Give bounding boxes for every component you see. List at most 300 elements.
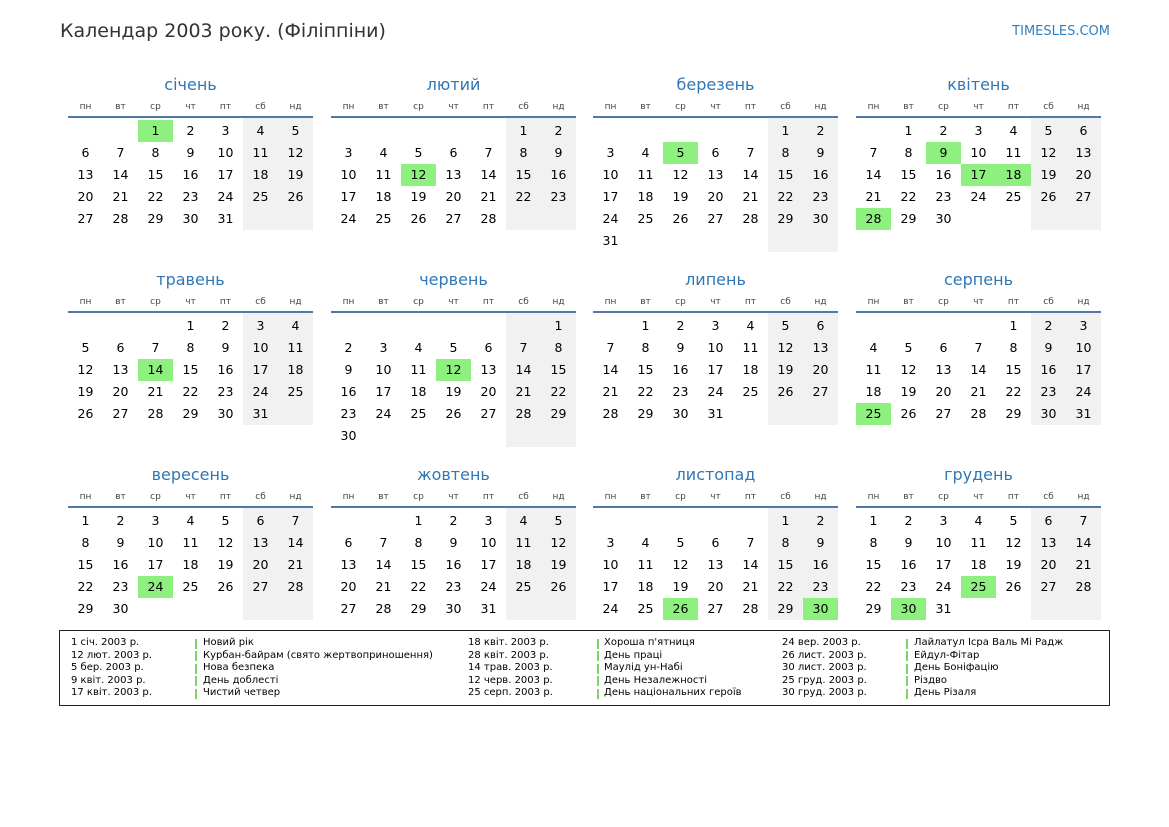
day-cell: 10 bbox=[602, 557, 619, 572]
day-cell: 17 bbox=[480, 557, 497, 572]
day-cell: 23 bbox=[672, 384, 689, 399]
month-name: квітень bbox=[947, 75, 1010, 94]
day-cell: 27 bbox=[812, 384, 829, 399]
day-cell: 27 bbox=[1075, 189, 1092, 204]
day-cell: 13 bbox=[812, 340, 829, 355]
day-cell: 14 bbox=[515, 362, 532, 377]
day-cell: 29 bbox=[777, 211, 794, 226]
day-cell: 9 bbox=[186, 145, 195, 160]
weekday-label: чт bbox=[448, 102, 459, 112]
day-cell: 12 bbox=[1040, 145, 1057, 160]
day-cell: 27 bbox=[935, 406, 952, 421]
month-rule bbox=[331, 311, 576, 313]
day-cell: 11 bbox=[637, 557, 654, 572]
month-rule bbox=[856, 506, 1101, 508]
weekday-label: ср bbox=[150, 492, 161, 502]
day-cell: 4 bbox=[186, 513, 195, 528]
legend-holiday-name: Чистий четвер bbox=[203, 687, 281, 698]
day-cell: 6 bbox=[1044, 513, 1053, 528]
day-cell: 15 bbox=[777, 557, 794, 572]
day-cell: 3 bbox=[606, 145, 615, 160]
day-cell: 26 bbox=[1040, 189, 1057, 204]
day-cell: 4 bbox=[641, 535, 650, 550]
day-cell: 19 bbox=[445, 384, 462, 399]
day-cell: 20 bbox=[480, 384, 497, 399]
day-cell: 30 bbox=[217, 406, 234, 421]
day-cell: 20 bbox=[812, 362, 829, 377]
day-cell: 22 bbox=[900, 189, 917, 204]
day-cell: 3 bbox=[1079, 318, 1088, 333]
day-cell: 31 bbox=[602, 233, 619, 248]
day-cell: 29 bbox=[637, 406, 654, 421]
month-rule bbox=[68, 116, 313, 118]
holiday-day: 30 bbox=[891, 598, 926, 620]
weekday-label: вт bbox=[640, 492, 651, 502]
weekday-label: пн bbox=[79, 492, 92, 502]
weekday-label: чт bbox=[973, 102, 984, 112]
day-cell: 3 bbox=[484, 513, 493, 528]
day-cell: 25 bbox=[637, 211, 654, 226]
day-cell: 7 bbox=[151, 340, 160, 355]
month-name: листопад bbox=[675, 465, 756, 484]
day-cell: 15 bbox=[515, 167, 532, 182]
day-cell: 27 bbox=[480, 406, 497, 421]
weekday-label: пт bbox=[482, 102, 495, 112]
weekday-label: чт bbox=[710, 102, 721, 112]
day-cell: 9 bbox=[1044, 340, 1053, 355]
day-cell: 28 bbox=[1075, 579, 1092, 594]
day-cell: 23 bbox=[935, 189, 952, 204]
day-cell: 20 bbox=[1075, 167, 1092, 182]
weekday-label: сб bbox=[255, 492, 266, 502]
day-cell: 19 bbox=[900, 384, 917, 399]
legend-holiday-name: Лайлатул Ісра Валь Мі Радж bbox=[914, 637, 1064, 648]
day-cell: 10 bbox=[147, 535, 164, 550]
legend-holiday-name: День національних героїв bbox=[604, 687, 742, 698]
day-cell: 12 bbox=[672, 557, 689, 572]
weekday-label: вт bbox=[115, 492, 126, 502]
month-1 bbox=[68, 75, 313, 260]
weekday-label: вт bbox=[640, 102, 651, 112]
day-cell: 23 bbox=[445, 579, 462, 594]
day-cell: 18 bbox=[287, 362, 304, 377]
day-cell: 5 bbox=[81, 340, 90, 355]
legend-marker bbox=[195, 639, 197, 649]
day-cell: 11 bbox=[182, 535, 199, 550]
legend-date: 24 вер. 2003 р. bbox=[782, 637, 861, 648]
day-cell: 17 bbox=[1075, 362, 1092, 377]
day-cell: 16 bbox=[812, 557, 829, 572]
day-cell: 30 bbox=[1040, 406, 1057, 421]
day-cell: 24 bbox=[375, 406, 392, 421]
day-cell: 28 bbox=[375, 601, 392, 616]
weekday-label: пт bbox=[219, 492, 232, 502]
day-cell: 19 bbox=[287, 167, 304, 182]
weekday-label: сб bbox=[518, 492, 529, 502]
day-cell: 2 bbox=[554, 123, 563, 138]
day-cell: 10 bbox=[970, 145, 987, 160]
legend-date: 1 січ. 2003 р. bbox=[71, 637, 140, 648]
day-cell: 7 bbox=[606, 340, 615, 355]
day-cell: 6 bbox=[816, 318, 825, 333]
legend-date: 26 лист. 2003 р. bbox=[782, 649, 867, 661]
weekday-label: пт bbox=[744, 297, 757, 307]
day-cell: 11 bbox=[970, 535, 987, 550]
day-cell: 3 bbox=[939, 513, 948, 528]
day-cell: 10 bbox=[480, 535, 497, 550]
day-cell: 10 bbox=[375, 362, 392, 377]
day-cell: 2 bbox=[221, 318, 230, 333]
weekday-label: сб bbox=[1043, 297, 1054, 307]
day-cell: 11 bbox=[637, 167, 654, 182]
weekday-label: пн bbox=[867, 102, 880, 112]
day-cell: 13 bbox=[1075, 145, 1092, 160]
day-cell: 3 bbox=[711, 318, 720, 333]
weekday-label: ср bbox=[938, 102, 949, 112]
day-cell: 19 bbox=[77, 384, 94, 399]
day-cell: 10 bbox=[340, 167, 357, 182]
day-cell: 8 bbox=[554, 340, 563, 355]
day-cell: 8 bbox=[781, 145, 790, 160]
day-cell: 25 bbox=[410, 406, 427, 421]
weekday-label: нд bbox=[1077, 297, 1090, 307]
day-cell: 13 bbox=[480, 362, 497, 377]
legend-date: 25 груд. 2003 р. bbox=[782, 674, 867, 686]
legend-date: 12 черв. 2003 р. bbox=[468, 674, 553, 686]
day-cell: 6 bbox=[449, 145, 458, 160]
legend-holiday-name: Нова безпека bbox=[203, 662, 275, 673]
day-cell: 4 bbox=[519, 513, 528, 528]
day-cell: 6 bbox=[81, 145, 90, 160]
day-cell: 21 bbox=[742, 579, 759, 594]
month-name: травень bbox=[156, 270, 225, 289]
day-cell: 13 bbox=[935, 362, 952, 377]
month-rule bbox=[593, 311, 838, 313]
day-cell: 10 bbox=[252, 340, 269, 355]
weekday-label: вт bbox=[378, 297, 389, 307]
day-cell: 16 bbox=[672, 362, 689, 377]
weekday-label: чт bbox=[710, 492, 721, 502]
day-cell: 8 bbox=[641, 340, 650, 355]
day-cell: 21 bbox=[480, 189, 497, 204]
day-cell: 23 bbox=[1040, 384, 1057, 399]
day-cell: 27 bbox=[1040, 579, 1057, 594]
day-cell: 24 bbox=[935, 579, 952, 594]
day-cell: 9 bbox=[816, 535, 825, 550]
day-cell: 10 bbox=[602, 167, 619, 182]
day-cell: 22 bbox=[777, 189, 794, 204]
day-cell: 12 bbox=[900, 362, 917, 377]
legend-holiday-name: Хороша п'ятниця bbox=[604, 637, 695, 648]
day-cell: 26 bbox=[900, 406, 917, 421]
legend-date: 18 квіт. 2003 р. bbox=[468, 637, 549, 648]
day-cell: 31 bbox=[252, 406, 269, 421]
weekday-label: чт bbox=[185, 102, 196, 112]
day-cell: 31 bbox=[707, 406, 724, 421]
month-rule bbox=[593, 506, 838, 508]
holiday-day: 25 bbox=[856, 403, 891, 425]
day-cell: 9 bbox=[676, 340, 685, 355]
day-cell: 24 bbox=[480, 579, 497, 594]
day-cell: 7 bbox=[869, 145, 878, 160]
day-cell: 15 bbox=[777, 167, 794, 182]
day-cell: 1 bbox=[414, 513, 423, 528]
day-cell: 20 bbox=[707, 189, 724, 204]
day-cell: 16 bbox=[900, 557, 917, 572]
weekday-label: ср bbox=[675, 297, 686, 307]
day-cell: 15 bbox=[77, 557, 94, 572]
day-cell: 24 bbox=[970, 189, 987, 204]
legend-marker bbox=[906, 676, 908, 686]
day-cell: 5 bbox=[291, 123, 300, 138]
day-cell: 13 bbox=[707, 557, 724, 572]
day-cell: 1 bbox=[554, 318, 563, 333]
day-cell: 7 bbox=[116, 145, 125, 160]
day-cell: 27 bbox=[445, 211, 462, 226]
weekday-label: пн bbox=[867, 492, 880, 502]
day-cell: 8 bbox=[81, 535, 90, 550]
legend-date: 14 трав. 2003 р. bbox=[468, 662, 553, 673]
day-cell: 17 bbox=[602, 579, 619, 594]
day-cell: 13 bbox=[252, 535, 269, 550]
day-cell: 30 bbox=[445, 601, 462, 616]
day-cell: 2 bbox=[186, 123, 195, 138]
legend-marker bbox=[597, 676, 599, 686]
legend-date: 9 квіт. 2003 р. bbox=[71, 674, 146, 686]
day-cell: 27 bbox=[252, 579, 269, 594]
day-cell: 14 bbox=[480, 167, 497, 182]
day-cell: 18 bbox=[375, 189, 392, 204]
day-cell: 17 bbox=[340, 189, 357, 204]
day-cell: 12 bbox=[777, 340, 794, 355]
day-cell: 2 bbox=[449, 513, 458, 528]
weekday-label: нд bbox=[552, 492, 565, 502]
day-cell: 6 bbox=[484, 340, 493, 355]
holiday-day: 26 bbox=[663, 598, 698, 620]
legend-date: 28 квіт. 2003 р. bbox=[468, 649, 549, 661]
day-cell: 22 bbox=[77, 579, 94, 594]
day-cell: 1 bbox=[641, 318, 650, 333]
page-title: Календар 2003 року. (Філіппіни) bbox=[60, 20, 386, 42]
day-cell: 16 bbox=[217, 362, 234, 377]
day-cell: 20 bbox=[935, 384, 952, 399]
holiday-day: 12 bbox=[401, 164, 436, 186]
day-cell: 10 bbox=[935, 535, 952, 550]
day-cell: 25 bbox=[515, 579, 532, 594]
day-cell: 9 bbox=[344, 362, 353, 377]
day-cell: 20 bbox=[445, 189, 462, 204]
day-cell: 6 bbox=[116, 340, 125, 355]
day-cell: 21 bbox=[147, 384, 164, 399]
day-cell: 7 bbox=[746, 535, 755, 550]
day-cell: 29 bbox=[550, 406, 567, 421]
day-cell: 17 bbox=[935, 557, 952, 572]
day-cell: 11 bbox=[252, 145, 269, 160]
day-cell: 17 bbox=[375, 384, 392, 399]
month-name: жовтень bbox=[417, 465, 490, 484]
weekday-label: пн bbox=[342, 102, 355, 112]
weekday-label: сб bbox=[780, 492, 791, 502]
day-cell: 22 bbox=[1005, 384, 1022, 399]
day-cell: 20 bbox=[707, 579, 724, 594]
day-cell: 18 bbox=[970, 557, 987, 572]
legend-marker bbox=[195, 651, 197, 661]
day-cell: 29 bbox=[777, 601, 794, 616]
day-cell: 4 bbox=[379, 145, 388, 160]
day-cell: 16 bbox=[340, 384, 357, 399]
day-cell: 7 bbox=[379, 535, 388, 550]
day-cell: 10 bbox=[1075, 340, 1092, 355]
legend-holiday-name: День праці bbox=[604, 649, 663, 661]
day-cell: 8 bbox=[869, 535, 878, 550]
day-cell: 16 bbox=[1040, 362, 1057, 377]
month-rule bbox=[68, 311, 313, 313]
day-cell: 19 bbox=[217, 557, 234, 572]
day-cell: 17 bbox=[602, 189, 619, 204]
day-cell: 21 bbox=[602, 384, 619, 399]
day-cell: 1 bbox=[186, 318, 195, 333]
weekday-label: чт bbox=[448, 492, 459, 502]
day-cell: 3 bbox=[974, 123, 983, 138]
day-cell: 25 bbox=[252, 189, 269, 204]
day-cell: 22 bbox=[182, 384, 199, 399]
weekday-label: ср bbox=[675, 102, 686, 112]
day-cell: 22 bbox=[777, 579, 794, 594]
weekday-label: ср bbox=[675, 492, 686, 502]
day-cell: 29 bbox=[147, 211, 164, 226]
day-cell: 14 bbox=[287, 535, 304, 550]
day-cell: 30 bbox=[935, 211, 952, 226]
weekday-label: пн bbox=[79, 297, 92, 307]
day-cell: 12 bbox=[217, 535, 234, 550]
day-cell: 19 bbox=[410, 189, 427, 204]
day-cell: 7 bbox=[974, 340, 983, 355]
day-cell: 19 bbox=[672, 189, 689, 204]
day-cell: 12 bbox=[550, 535, 567, 550]
day-cell: 4 bbox=[414, 340, 423, 355]
day-cell: 5 bbox=[221, 513, 230, 528]
day-cell: 28 bbox=[480, 211, 497, 226]
weekday-label: пн bbox=[79, 102, 92, 112]
day-cell: 7 bbox=[484, 145, 493, 160]
day-cell: 29 bbox=[77, 601, 94, 616]
day-cell: 18 bbox=[742, 362, 759, 377]
day-cell: 5 bbox=[904, 340, 913, 355]
month-name: грудень bbox=[944, 465, 1013, 484]
day-cell: 16 bbox=[112, 557, 129, 572]
day-cell: 24 bbox=[602, 211, 619, 226]
day-cell: 4 bbox=[974, 513, 983, 528]
day-cell: 19 bbox=[672, 579, 689, 594]
day-cell: 18 bbox=[865, 384, 882, 399]
weekday-label: чт bbox=[448, 297, 459, 307]
weekday-label: ср bbox=[150, 102, 161, 112]
month-4 bbox=[856, 75, 1101, 260]
weekday-label: ср bbox=[938, 492, 949, 502]
day-cell: 13 bbox=[445, 167, 462, 182]
day-cell: 21 bbox=[515, 384, 532, 399]
day-cell: 21 bbox=[1075, 557, 1092, 572]
day-cell: 30 bbox=[812, 211, 829, 226]
day-cell: 30 bbox=[340, 428, 357, 443]
weekday-label: сб bbox=[518, 297, 529, 307]
day-cell: 16 bbox=[935, 167, 952, 182]
day-cell: 1 bbox=[781, 513, 790, 528]
month-name: лютий bbox=[426, 75, 481, 94]
day-cell: 20 bbox=[77, 189, 94, 204]
day-cell: 25 bbox=[182, 579, 199, 594]
weekday-label: нд bbox=[552, 297, 565, 307]
day-cell: 22 bbox=[410, 579, 427, 594]
site-link[interactable]: TIMESLES.COM bbox=[1012, 24, 1110, 39]
day-cell: 1 bbox=[519, 123, 528, 138]
month-rule bbox=[856, 311, 1101, 313]
day-cell: 2 bbox=[904, 513, 913, 528]
day-cell: 28 bbox=[112, 211, 129, 226]
month-5 bbox=[68, 270, 313, 455]
weekday-label: нд bbox=[552, 102, 565, 112]
day-cell: 22 bbox=[147, 189, 164, 204]
weekday-label: нд bbox=[289, 492, 302, 502]
holiday-day: 28 bbox=[856, 208, 891, 230]
legend-holiday-name: День доблесті bbox=[203, 674, 279, 686]
day-cell: 21 bbox=[287, 557, 304, 572]
day-cell: 19 bbox=[1040, 167, 1057, 182]
day-cell: 28 bbox=[602, 406, 619, 421]
day-cell: 21 bbox=[742, 189, 759, 204]
day-cell: 6 bbox=[939, 340, 948, 355]
day-cell: 8 bbox=[519, 145, 528, 160]
day-cell: 24 bbox=[1075, 384, 1092, 399]
weekday-label: пн bbox=[867, 297, 880, 307]
day-cell: 23 bbox=[812, 189, 829, 204]
legend-marker bbox=[597, 639, 599, 649]
day-cell: 26 bbox=[672, 211, 689, 226]
day-cell: 27 bbox=[707, 211, 724, 226]
weekday-label: вт bbox=[640, 297, 651, 307]
day-cell: 1 bbox=[1009, 318, 1018, 333]
holiday-day: 12 bbox=[436, 359, 471, 381]
day-cell: 26 bbox=[550, 579, 567, 594]
weekday-label: пн bbox=[604, 102, 617, 112]
day-cell: 16 bbox=[550, 167, 567, 182]
day-cell: 17 bbox=[147, 557, 164, 572]
day-cell: 29 bbox=[182, 406, 199, 421]
month-rule bbox=[331, 506, 576, 508]
day-cell: 15 bbox=[900, 167, 917, 182]
legend-holiday-name: День Різаля bbox=[914, 687, 977, 698]
day-cell: 11 bbox=[1005, 145, 1022, 160]
day-cell: 16 bbox=[812, 167, 829, 182]
day-cell: 15 bbox=[182, 362, 199, 377]
day-cell: 5 bbox=[676, 535, 685, 550]
day-cell: 9 bbox=[449, 535, 458, 550]
day-cell: 5 bbox=[414, 145, 423, 160]
day-cell: 18 bbox=[182, 557, 199, 572]
month-rule bbox=[331, 116, 576, 118]
day-cell: 12 bbox=[1005, 535, 1022, 550]
day-cell: 28 bbox=[742, 211, 759, 226]
holiday-day: 30 bbox=[803, 598, 838, 620]
day-cell: 26 bbox=[217, 579, 234, 594]
day-cell: 8 bbox=[151, 145, 160, 160]
day-cell: 9 bbox=[904, 535, 913, 550]
day-cell: 28 bbox=[970, 406, 987, 421]
day-cell: 7 bbox=[519, 340, 528, 355]
weekday-label: чт bbox=[185, 297, 196, 307]
legend-holiday-name: День Незалежності bbox=[604, 674, 708, 686]
day-cell: 29 bbox=[865, 601, 882, 616]
